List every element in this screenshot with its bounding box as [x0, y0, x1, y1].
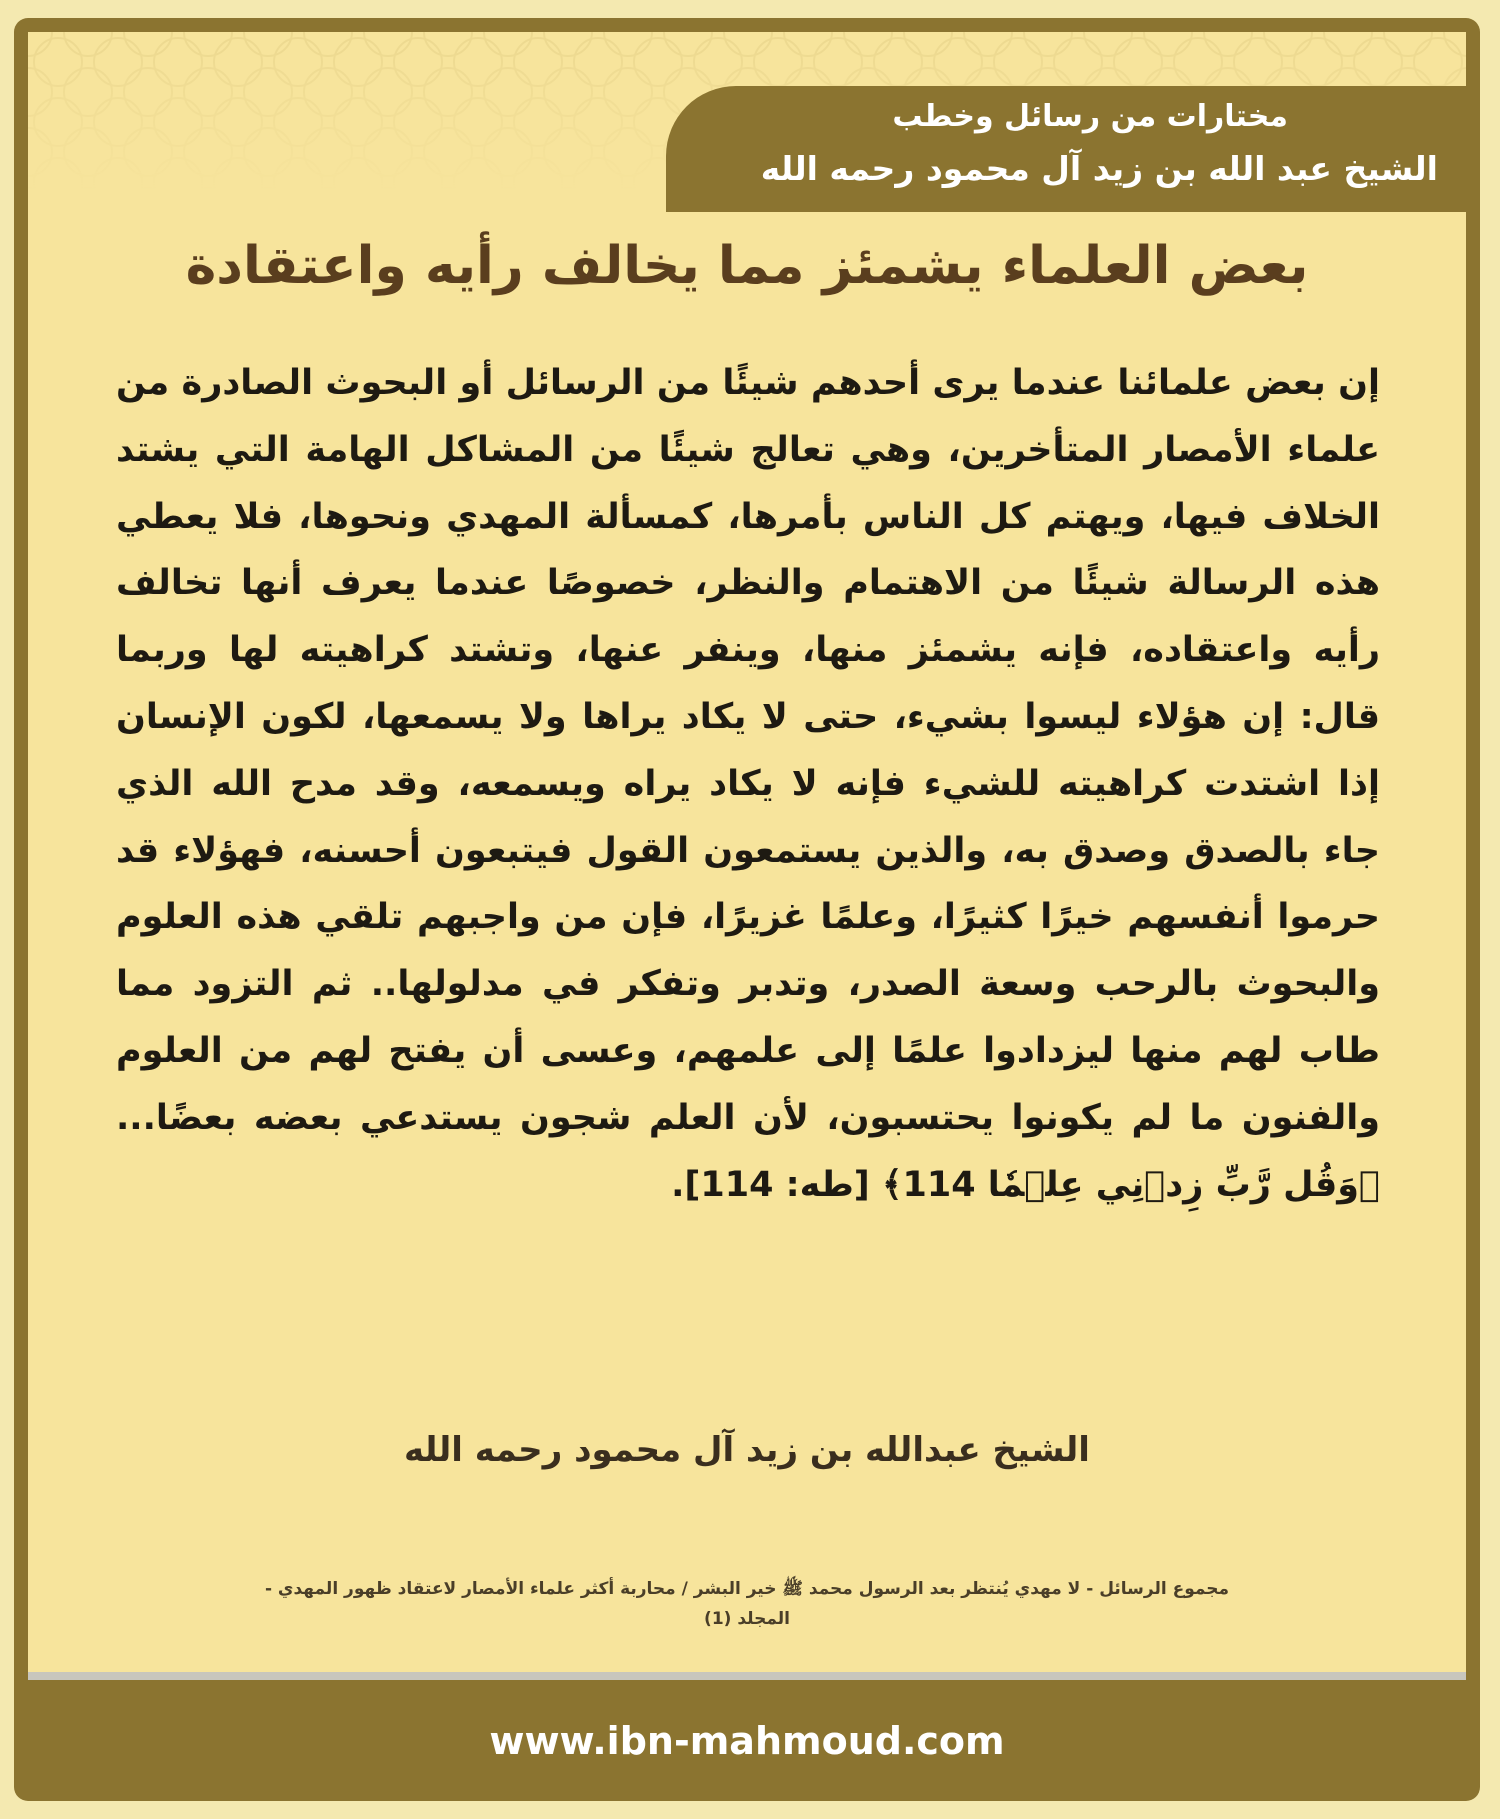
source-line-2: المجلد (1) [704, 1609, 790, 1629]
article-body: إن بعض علمائنا عندما يرى أحدهم شيئًا من الرسائل أو البحوث الصادرة من علماء الأمصار المتأخرين، وهي تعالج شيئًا من المشاكل الهامة التي يشتد الخلاف فيها، ويهتم كل الناس بأمرها، كمسألة المهدي ونحوها، فلا يعطي هذه الرسالة شيئًا من الاهتمام والنظر، خصوصًا عندما يعرف أنها تخالف رأيه واعتقاده، فإنه يشمئز منها، وينفر عنها، وتشتد كراهيته لها وربما قال: إن هؤلاء ليسوا بشيء، حتى لا يكاد يراها ولا يسمعها، لكون الإنسان إذا اشتدت كراهيته للشيء فإنه لا يكاد يراه ويسمعه، وقد مدح الله الذي جاء بالصدق وصدق به، والذين يستمعون القول فيتبعون أحسنه، فهؤلاء قد حرموا أنفسهم خيرًا كثيرًا، وعلمًا غزيرًا، فإن من واجبهم تلقي هذه العلوم والبحوث بالرحب وسعة الصدر، وتدبر وتفكر في مدلولها.. ثم التزود مما طاب لهم منها ليزدادوا علمًا إلى علمهم، وعسى أن يفتح لهم من العلوم والفنون ما لم يكونوا يحتسبون، لأن العلم شجون يستدعي بعضه بعضًا... ﴿وَقُل رَّبِّ زِدۡنِي عِلۡمٗا 114﴾ [طه: 114]. [116, 363, 1380, 1205]
header [678, 92, 1438, 196]
header-author: الشيخ عبد الله بن زيد آل محمود رحمه الله [760, 149, 1438, 188]
source-citation [118, 1574, 1376, 1634]
header-subtitle: مختارات من رسائل وخطب [892, 99, 1288, 134]
author-signature: الشيخ عبدالله بن زيد آل محمود رحمه الله [404, 1430, 1090, 1470]
source-line-1: مجموع الرسائل - لا مهدي يُنتظر بعد الرسول محمد ﷺ خير البشر / محاربة أكثر علماء الأمصار لاعتقاد ظهور المهدي - [264, 1579, 1230, 1599]
article-title: بعض العلماء يشمئز مما يخالف رأيه واعتقادة [185, 236, 1309, 296]
content-panel [28, 32, 1466, 1672]
divider-bar [28, 1672, 1466, 1680]
website-url[interactable]: www.ibn-mahmoud.com [489, 1718, 1005, 1763]
